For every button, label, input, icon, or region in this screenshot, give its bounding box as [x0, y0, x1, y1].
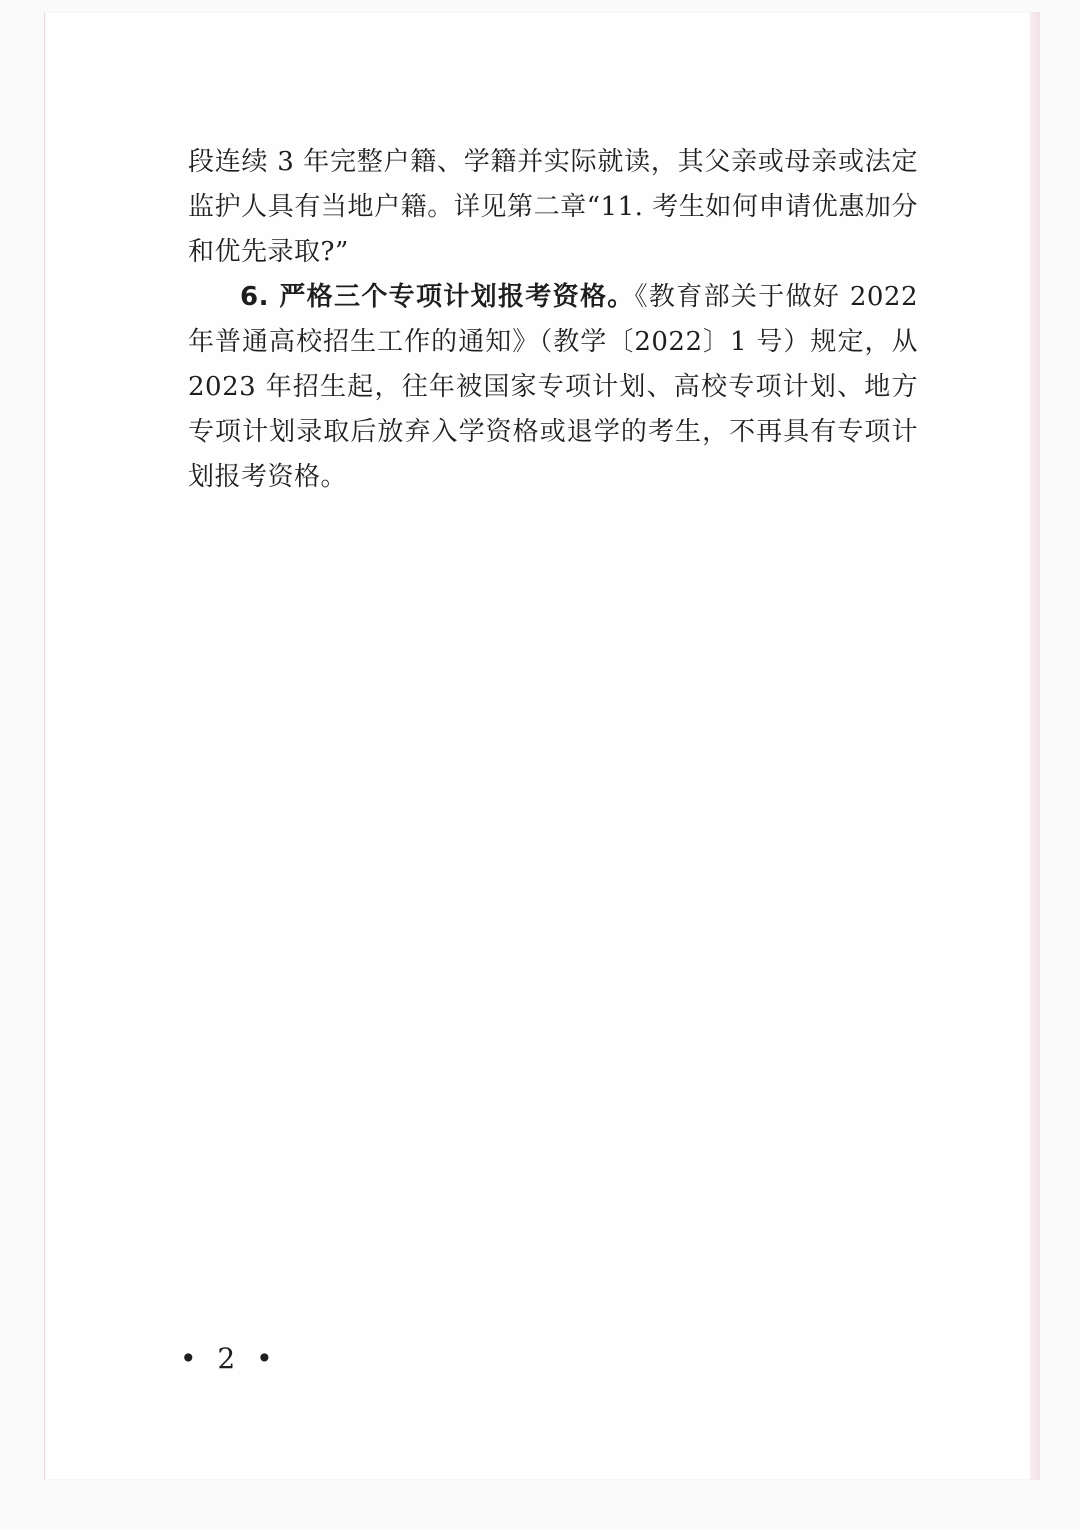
- page-edge: [1030, 12, 1040, 1480]
- paragraph-residency: [188, 140, 918, 275]
- paragraph-text: 段连续 3 年完整户籍、学籍并实际就读，其父亲或母亲或法定监护人具有当地户籍。详见第二章“11. 考生如何申请优惠加分和优先录取?”: [188, 147, 918, 267]
- paragraph-special-plan: [188, 275, 918, 500]
- page-number: • 2 •: [180, 1342, 279, 1375]
- paragraph-lead: 6. 严格三个专项计划报考资格。: [240, 282, 635, 312]
- paragraph-text: 《教育部关于做好 2022 年普通高校招生工作的通知》（教学〔2022〕1 号）规定，从 2023 年招生起，往年被国家专项计划、高校专项计划、地方专项计划录取后放弃入学资格或退学的考生，不再具有专项计划报考资格。: [188, 282, 918, 492]
- document-body: [188, 140, 918, 500]
